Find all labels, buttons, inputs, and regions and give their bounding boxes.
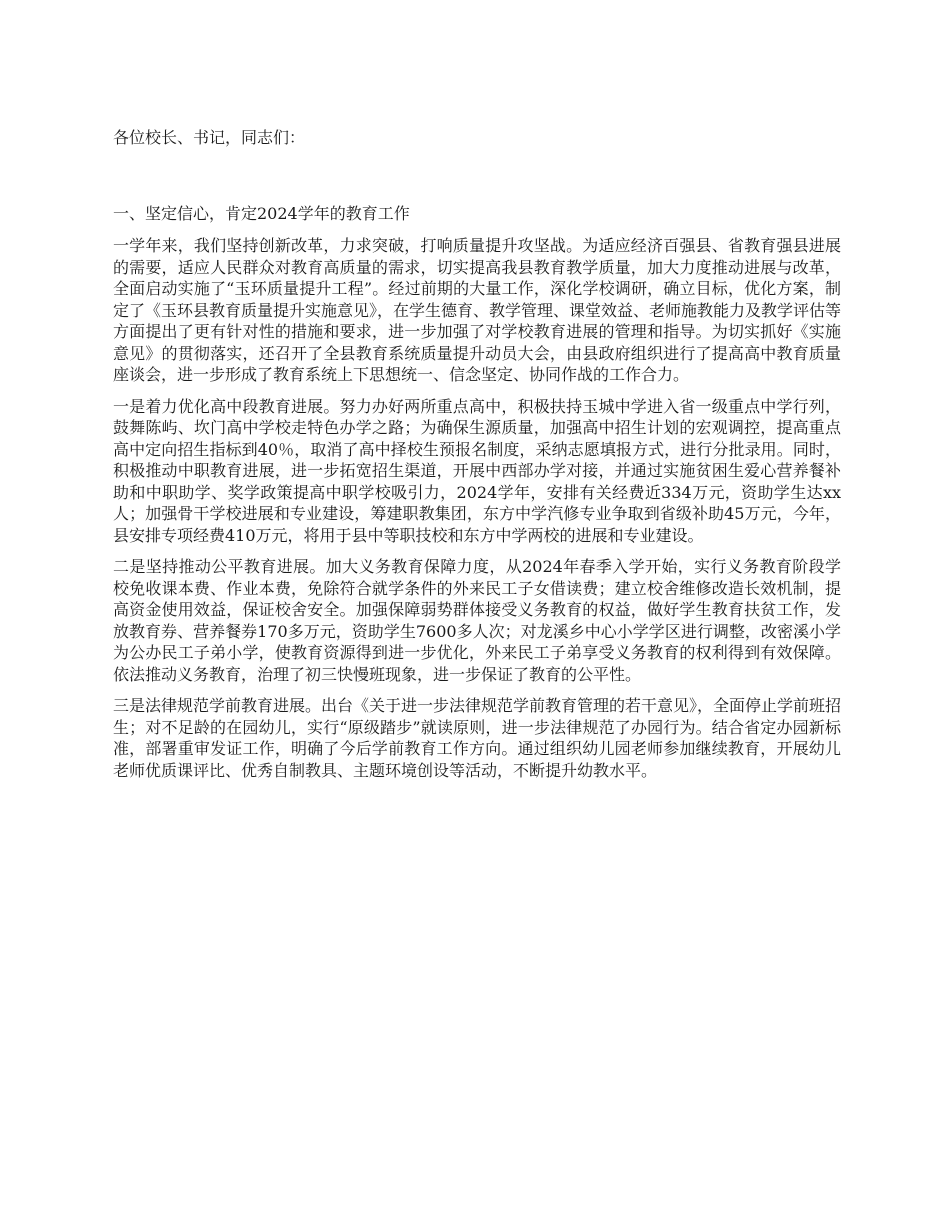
paragraph-overview: 一学年来，我们坚持创新改革，力求突破，打响质量提升攻坚战。为适应经济百强县、省教育强县进展的需要，适应人民群众对教育高质量的需求，切实提高我县教育教学质量，加大力度推动进展与改革，全面启动实施了“玉环质量提升工程”。经过前期的大量工作，深化学校调研，确立目标，优化方案，制定了《玉环县教育质量提升实施意见》，在学生德育、教学管理、课堂效益、老师施教能力及教学评估等方面提出了更有针对性的措施和要求，进一步加强了对学校教育进展的管理和指导。为切实抓好《实施意见》的贯彻落实，还召开了全县教育系统质量提升动员大会，由县政府组织进行了提高高中教育质量座谈会，进一步形成了教育系统上下思想统一、信念坚定、协同作战的工作合力。 xyxy=(113,236,842,384)
section-heading: 一、坚定信心，肯定2024学年的教育工作 xyxy=(113,204,410,223)
paragraph-fair-education: 二是坚持推动公平教育进展。加大义务教育保障力度，从2024年春季入学开始，实行义务教育阶段学校免收课本费、作业本费，免除符合就学条件的外来民工子女借读费；建立校舍维修改造长效机制，提高资金使用效益，保证校舍安全。加强保障弱势群体接受义务教育的权益，做好学生教育扶贫工作，发放教育券、营养餐券170多万元，资助学生7600多人次；对龙溪乡中心小学学区进行调整，改密溪小学为公办民工子弟小学，使教育资源得到进一步优化，外来民工子弟享受义务教育的权利得到有效保障。依法推动义务教育，治理了初三快慢班现象，进一步保证了教育的公平性。 xyxy=(113,557,841,684)
paragraph-preschool: 三是法律规范学前教育进展。出台《关于进一步法律规范学前教育管理的若干意见》，全面停止学前班招生；对不足龄的在园幼儿，实行“原级踏步”就读原则，进一步法律规范了办园行为。结合省定办园新标准，部署重审发证工作，明确了今后学前教育工作方向。通过组织幼儿园老师参加继续教育，开展幼儿老师优质课评比、优秀自制教具、主题环境创设等活动，不断提升幼教水平。 xyxy=(113,696,842,780)
paragraph-high-school: 一是着力优化高中段教育进展。努力办好两所重点高中，积极扶持玉城中学进入省一级重点中学行列，鼓舞陈屿、坎门高中学校走特色办学之路；为确保生源质量，加强高中招生计划的宏观调控，提高重点高中定向招生指标到40％，取消了高中择校生预报名制度，采纳志愿填报方式，进行分批录用。同时，积极推动中职教育进展，进一步拓宽招生渠道，开展中西部办学对接，并通过实施贫困生爱心营养餐补助和中职助学、奖学政策提高中职学校吸引力，2024学年，安排有关经费近334万元，资助学生达xx人；加强骨干学校进展和专业建设，筹建职教集团，东方中学汽修专业争取到省级补助45万元，今年，县安排专项经费410万元，将用于县中等职技校和东方中学两校的进展和专业建设。 xyxy=(113,396,841,545)
document-body xyxy=(113,127,841,791)
salutation: 各位校长、书记，同志们： xyxy=(113,128,306,147)
